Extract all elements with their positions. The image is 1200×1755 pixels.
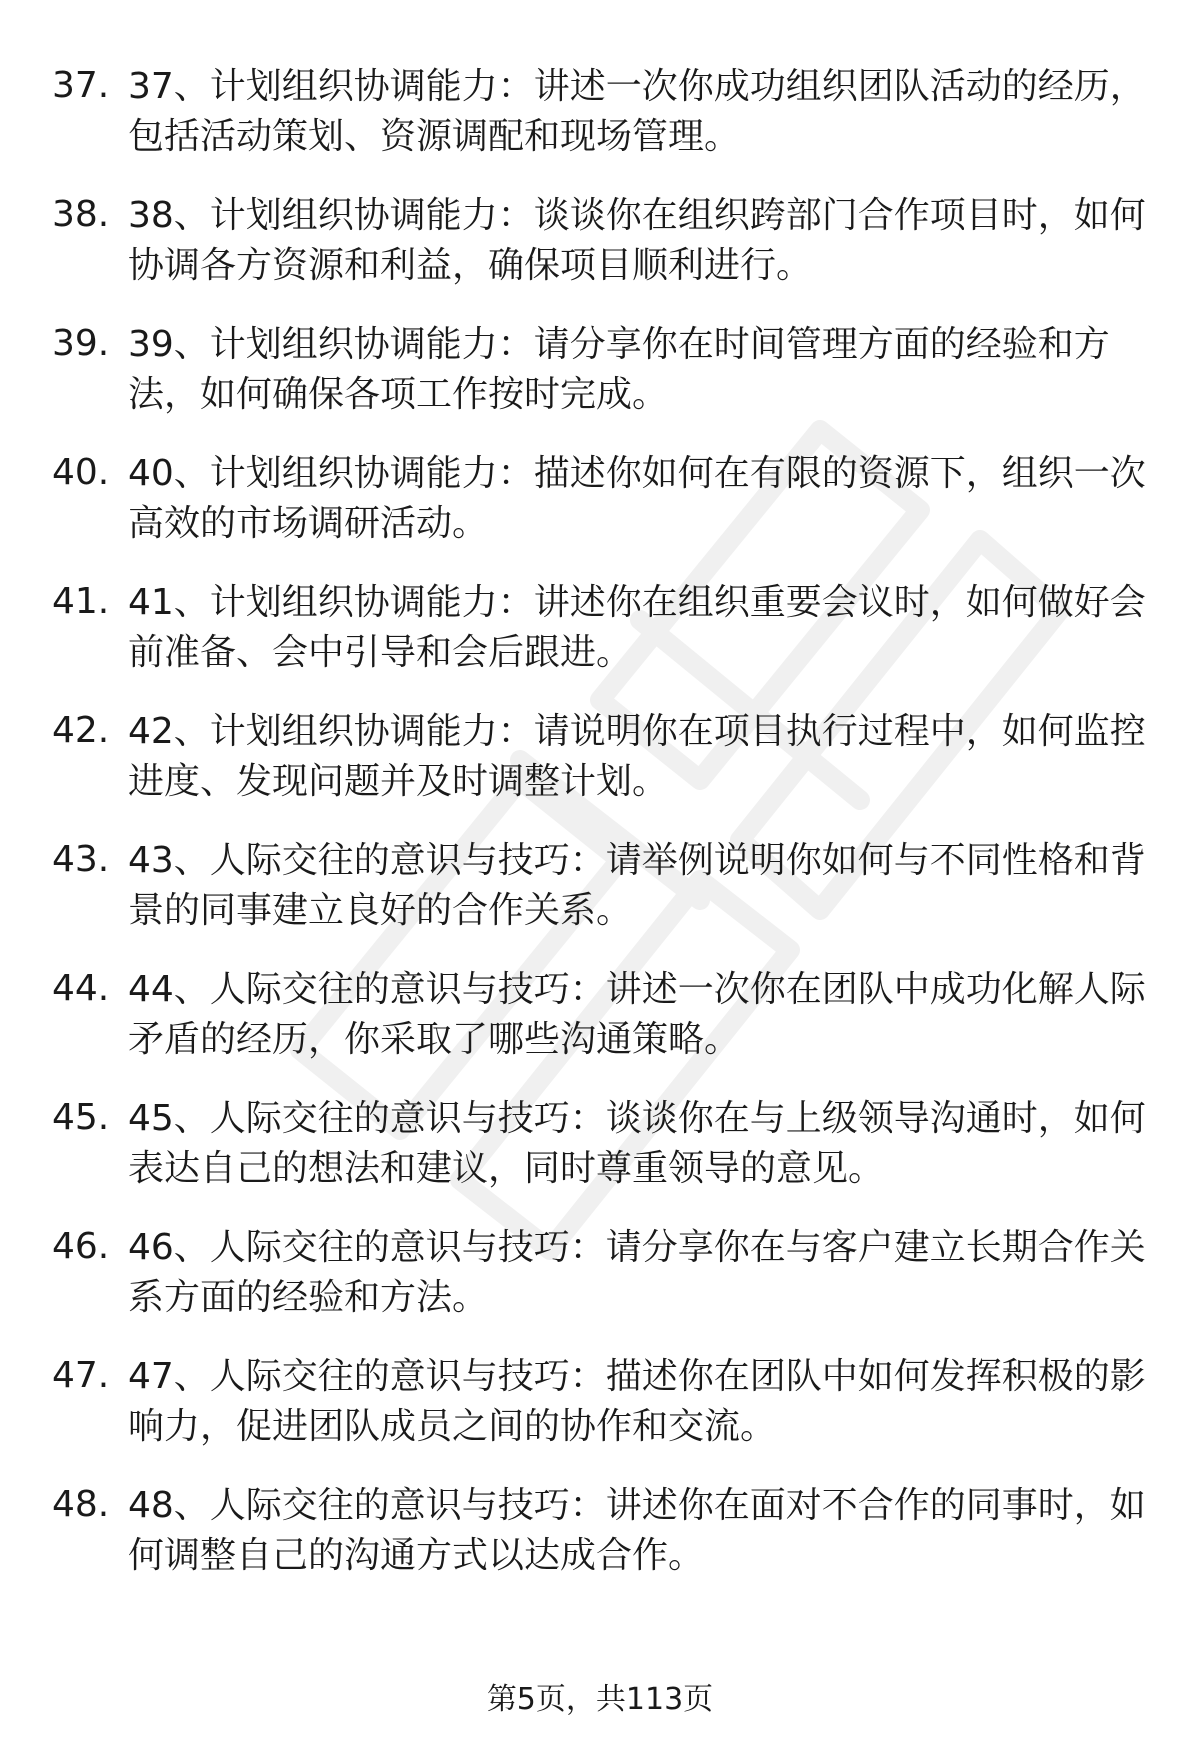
list-item — [0, 449, 1200, 578]
item-line: 39、计划组织协调能力：请分享你在时间管理方面的经验和方 — [128, 324, 1110, 365]
item-line: 前准备、会中引导和会后跟进。 — [128, 632, 633, 673]
item-number: 45. — [52, 1097, 110, 1138]
item-number: 39. — [52, 323, 110, 364]
item-text — [128, 1223, 1148, 1323]
item-text — [128, 449, 1148, 549]
item-line: 表达自己的想法和建议，同时尊重领导的意见。 — [128, 1148, 885, 1189]
list-item — [0, 578, 1200, 707]
item-line: 41、计划组织协调能力：讲述你在组织重要会议时，如何做好会 — [128, 582, 1146, 623]
item-line: 48、人际交往的意识与技巧：讲述你在面对不合作的同事时，如 — [128, 1485, 1146, 1526]
item-line: 47、人际交往的意识与技巧：描述你在团队中如何发挥积极的影 — [128, 1356, 1146, 1397]
item-line: 40、计划组织协调能力：描述你如何在有限的资源下，组织一次 — [128, 453, 1146, 494]
item-line: 进度、发现问题并及时调整计划。 — [128, 761, 669, 802]
item-line: 协调各方资源和利益，确保项目顺利进行。 — [128, 245, 813, 286]
item-line: 44、人际交往的意识与技巧：讲述一次你在团队中成功化解人际 — [128, 969, 1146, 1010]
item-text — [128, 578, 1148, 678]
list-item — [0, 191, 1200, 320]
list-item — [0, 320, 1200, 449]
item-line: 景的同事建立良好的合作关系。 — [128, 890, 633, 931]
item-line: 45、人际交往的意识与技巧：谈谈你在与上级领导沟通时，如何 — [128, 1098, 1146, 1139]
item-line: 法，如何确保各项工作按时完成。 — [128, 374, 669, 415]
list-item — [0, 62, 1200, 191]
item-number: 40. — [52, 452, 110, 493]
list-item — [0, 836, 1200, 965]
item-number: 44. — [52, 968, 110, 1009]
item-text — [128, 965, 1148, 1065]
item-text — [128, 1352, 1148, 1452]
item-line: 矛盾的经历，你采取了哪些沟通策略。 — [128, 1019, 741, 1060]
question-list — [0, 62, 1200, 1610]
item-number: 42. — [52, 710, 110, 751]
item-text — [128, 1094, 1148, 1194]
item-line: 38、计划组织协调能力：谈谈你在组织跨部门合作项目时，如何 — [128, 195, 1146, 236]
list-item — [0, 1481, 1200, 1610]
item-text — [128, 707, 1148, 807]
item-line: 高效的市场调研活动。 — [128, 503, 489, 544]
page-footer: 第5页，共113页 — [486, 1682, 714, 1717]
item-number: 37. — [52, 65, 110, 106]
item-number: 41. — [52, 581, 110, 622]
item-number: 48. — [52, 1484, 110, 1525]
item-line: 46、人际交往的意识与技巧：请分享你在与客户建立长期合作关 — [128, 1227, 1146, 1268]
item-number: 38. — [52, 194, 110, 235]
item-line: 43、人际交往的意识与技巧：请举例说明你如何与不同性格和背 — [128, 840, 1146, 881]
item-text — [128, 320, 1148, 420]
list-item — [0, 1094, 1200, 1223]
item-text — [128, 62, 1148, 162]
item-line: 包括活动策划、资源调配和现场管理。 — [128, 116, 741, 157]
item-line: 系方面的经验和方法。 — [128, 1277, 489, 1318]
item-line: 42、计划组织协调能力：请说明你在项目执行过程中，如何监控 — [128, 711, 1146, 752]
item-line: 响力，促进团队成员之间的协作和交流。 — [128, 1406, 777, 1447]
item-number: 47. — [52, 1355, 110, 1396]
item-number: 43. — [52, 839, 110, 880]
item-number: 46. — [52, 1226, 110, 1267]
list-item — [0, 707, 1200, 836]
list-item — [0, 1223, 1200, 1352]
list-item — [0, 965, 1200, 1094]
list-item — [0, 1352, 1200, 1481]
item-line: 何调整自己的沟通方式以达成合作。 — [128, 1535, 705, 1576]
item-line: 37、计划组织协调能力：讲述一次你成功组织团队活动的经历， — [128, 66, 1146, 107]
item-text — [128, 836, 1148, 936]
item-text — [128, 1481, 1148, 1581]
item-text — [128, 191, 1148, 291]
